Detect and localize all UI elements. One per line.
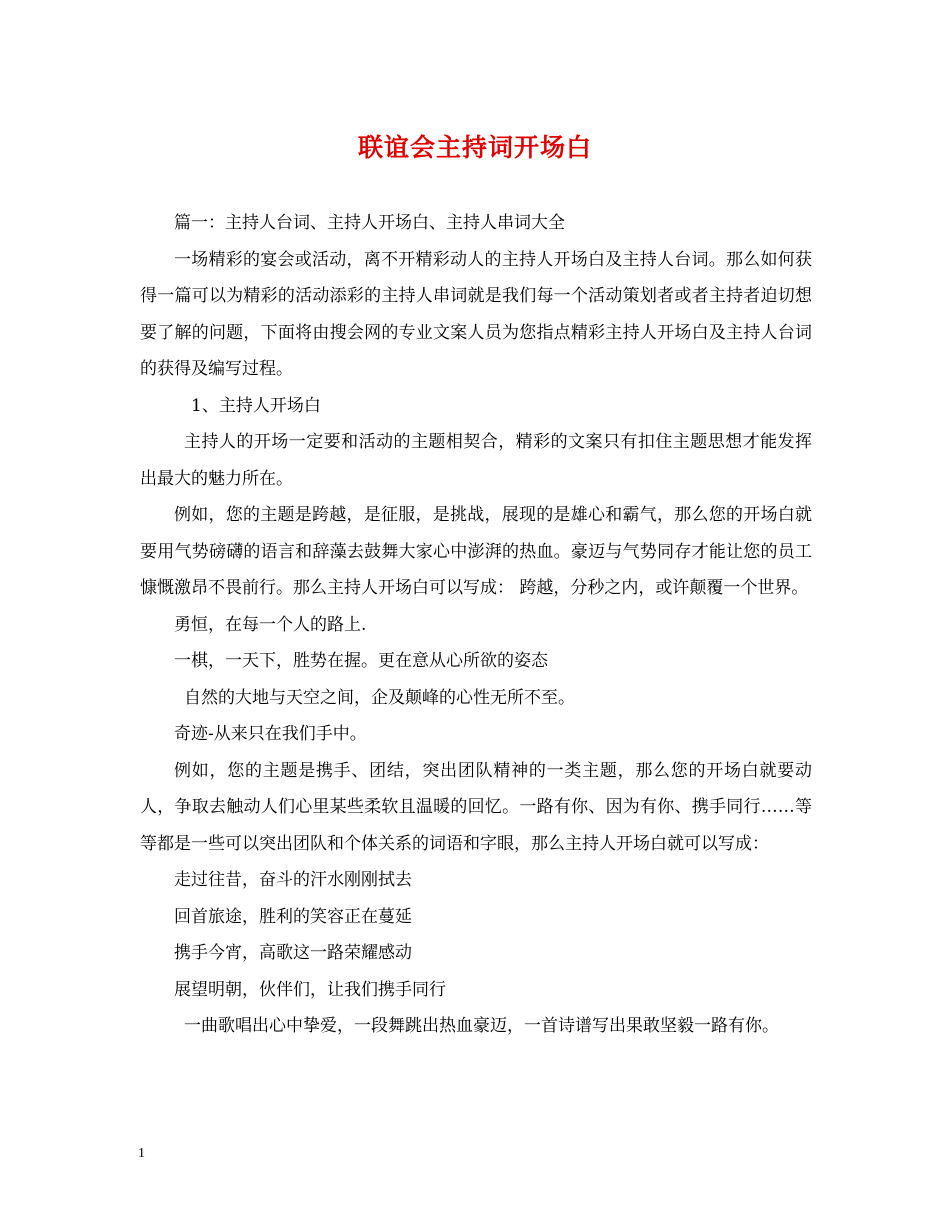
paragraph: 走过往昔，奋斗的汗水刚刚拭去: [174, 870, 412, 890]
document-body: [140, 205, 812, 1045]
paragraph: 一曲歌唱出心中挚爱，一段舞跳出热血豪迈，一首诗谱写出果敢坚毅一路有你。: [184, 1016, 779, 1036]
paragraph: 例如，您的主题是跨越，是征服，是挑战，展现的是雄心和霸气，那么您的开场白就要用气势磅礴的语言和辞藻去鼓舞大家心中澎湃的热血。豪迈与气势同存才能让您的员工慷慨激昂不畏前行。那么主持人开场白可以写成： 跨越，分秒之内，或许颠覆一个世界。: [140, 505, 812, 598]
paragraph: 主持人的开场一定要和活动的主题相契合，精彩的文案只有扣住主题思想才能发挥出最大的魅力所在。: [140, 432, 812, 489]
paragraph: 回首旅途，胜利的笑容正在蔓延: [174, 906, 412, 927]
paragraph-subheading: 1、主持人开场白: [191, 395, 321, 416]
paragraph: 例如，您的主题是携手、团结，突出团队精神的一类主题，那么您的开场白就要动人，争取去触动人们心里某些柔软且温暖的回忆。一路有你、因为有你、携手同行……等等都是一些可以突出团队和个体关系的词语和字眼，那么主持人开场白就可以写成：: [140, 760, 812, 854]
paragraph: 勇恒，在每一个人的路上.: [174, 614, 367, 635]
paragraph: 一棋，一天下，胜势在握。更在意从心所欲的姿态: [174, 651, 548, 671]
paragraph: 展望明朝，伙伴们，让我们携手同行: [174, 979, 446, 1000]
paragraph: 奇迹-从来只在我们手中。: [174, 724, 367, 744]
document-title: 联谊会主持词开场白: [357, 133, 592, 162]
paragraph: 携手今宵，高歌这一路荣耀感动: [174, 943, 412, 963]
page-number: 1: [138, 1146, 145, 1161]
paragraph-intro: 一场精彩的宴会或活动，离不开精彩动人的主持人开场白及主持人台词。那么如何获得一篇可以为精彩的活动添彩的主持人串词就是我们每一个活动策划者或者主持者迫切想要了解的问题，下面将由搜会网的专业文案人员为您指点精彩主持人开场白及主持人台词的获得及编写过程。: [140, 249, 812, 379]
paragraph: 自然的大地与天空之间，企及颠峰的心性无所不至。: [184, 687, 575, 708]
paragraph-section-heading: 篇一：主持人台词、主持人开场白、主持人串词大全: [174, 213, 565, 233]
